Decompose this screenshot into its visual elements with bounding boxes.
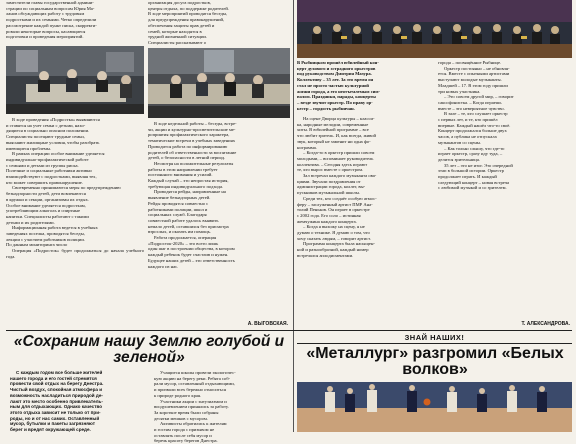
text-line: Концерт продолжался больше двух bbox=[438, 128, 507, 134]
text-line: Особое внимание уделяется подросткам, bbox=[6, 202, 86, 208]
paragraph: Информационная работа ведется в учебных bbox=[12, 225, 98, 231]
eco-body bbox=[154, 370, 290, 444]
text-line: ка, народные мелодии, современные bbox=[297, 121, 369, 127]
text-line: с семьями и детьми из группы риска. bbox=[6, 162, 79, 168]
text-line: часов, а публика не отпускала bbox=[438, 134, 497, 140]
text-line: хиты. В юбилейной программе – все bbox=[297, 127, 369, 133]
text-line: Специалисты посещают трудные семьи, bbox=[6, 134, 85, 140]
paragraph: В ходе проведения «Подростка» выявляются bbox=[12, 117, 100, 122]
intro-line: ровали некоторые вопросы, касающиеся bbox=[6, 28, 86, 34]
text-line: и гостям города с призывом не bbox=[154, 427, 215, 433]
text-line: лают это место особенно привлекатель- bbox=[10, 398, 103, 404]
paragraph: Активисты обратились к жителям bbox=[160, 421, 227, 427]
text-line: и призвали всех бережно относиться bbox=[154, 387, 226, 393]
text-line: Каждый случай – это непростая история, bbox=[148, 178, 229, 184]
text-line: встречался аплодисментами. bbox=[297, 252, 354, 258]
text-line: обеспечения защиты прав детей и bbox=[148, 22, 215, 28]
text-line: саксофонистка. – Когда играешь bbox=[438, 99, 502, 105]
text-line: вместе – это невероятное чувство. bbox=[438, 105, 505, 111]
orchestra-lead bbox=[297, 60, 435, 114]
lead-line: церт духового и эстрадного оркестров bbox=[297, 65, 376, 71]
text-line: пускников музыкальной школы. bbox=[297, 190, 360, 196]
text-line: напитки. Специалисты работают с такими bbox=[6, 213, 89, 219]
text-line: употребляющим алкоголь и спиртные bbox=[6, 208, 81, 214]
section-divider bbox=[6, 330, 572, 331]
text-line: толий Пеньков. Он играет в оркестре bbox=[297, 207, 370, 213]
text-line: ной и разнообразной, каждый номер bbox=[297, 247, 369, 253]
paragraph: На сцене Дворца культуры – класси- bbox=[303, 116, 375, 121]
paragraph: – Когда-то в оркестр пришли совсем bbox=[303, 150, 375, 156]
text-line: совместной работе удалось выявить bbox=[148, 217, 219, 223]
text-line: заведениях поселка, проводятся беседы, bbox=[6, 231, 85, 237]
text-line: жемчужина каждого концерта. bbox=[297, 218, 357, 224]
text-line: возможность насладиться природой де- bbox=[10, 392, 103, 398]
text-line: к природе родного края. bbox=[154, 392, 202, 398]
text-line: и ставятся на учет семьи с детьми, нахо- bbox=[6, 122, 86, 128]
text-line: Специалисты рассказывают о bbox=[148, 39, 207, 45]
kicker-underline bbox=[297, 343, 572, 344]
text-line: Проводится работа по информированию bbox=[148, 143, 228, 149]
text-line: что любит зритель. И, как всегда, живой bbox=[297, 133, 377, 139]
text-line: продолжает играть. И каждый bbox=[438, 174, 497, 180]
lead-line: волом. Праздники, парады, концерты bbox=[297, 94, 376, 100]
text-line: этап в большой истории. Оркестр bbox=[438, 168, 504, 174]
text-line: в кружки и секции, организован их отдых. bbox=[6, 196, 89, 202]
text-line: кто может совершить правонарушение. bbox=[6, 179, 83, 185]
text-line: с любимой музыкой и со зрителем. bbox=[438, 185, 507, 191]
text-line: выясняют жилищные условия, чтобы разобрать bbox=[6, 139, 100, 145]
text-line: детьми и их родителями. bbox=[6, 219, 55, 225]
text-line: роды, но и от нас самих. Оставленный bbox=[10, 415, 100, 421]
text-line: те, кто вырос вместе с оркестром. bbox=[297, 167, 364, 173]
text-line: думаю о технике. Я думаю о том, что bbox=[297, 230, 370, 236]
text-line: социальных служб. Благодаря bbox=[148, 212, 207, 218]
text-line: музыкантов со сцены. bbox=[438, 139, 482, 145]
column-divider bbox=[293, 331, 294, 432]
paragraph: Оркестр постоянно – не обновля- bbox=[444, 65, 510, 71]
text-line: требующая индивидуального подхода. bbox=[148, 183, 224, 189]
paragraph: Участники акции с энтузиазмом и bbox=[160, 398, 227, 404]
text-line: чи, акции и культурно-просветительские ме- bbox=[148, 126, 236, 132]
text-line: следующий концерт – новая встреча bbox=[438, 179, 510, 185]
eco-lead bbox=[10, 370, 148, 432]
text-line: выступают молодые музыканты. bbox=[438, 77, 502, 83]
text-line: дящиеся в социально опасном положении. bbox=[6, 128, 90, 134]
text-line: десятки мешков с мусором. bbox=[154, 415, 208, 421]
text-line: За короткое время были собраны bbox=[154, 409, 219, 415]
text-line: Чистый воздух, спокойная атмосфера и bbox=[10, 387, 103, 393]
paragraph: Среди тех, кто создаёт особую атмос- bbox=[303, 195, 377, 201]
text-line: взаимодействуют с подростками, выявляя тех, bbox=[6, 174, 97, 180]
text-line: центры отдыха, по поддержке родителей. bbox=[148, 5, 229, 11]
text-line: берег и вредят окружающей среде. bbox=[10, 427, 91, 433]
intro-line: страции по социальным вопросам Юрия Ма- bbox=[6, 5, 95, 11]
paragraph: В рамках операции особое внимание уделяется bbox=[12, 151, 105, 157]
text-line: индивидуально-профилактической работе bbox=[6, 156, 89, 162]
text-line: нашего города и его гостей стремятся bbox=[10, 375, 97, 381]
text-line: тематические встречи в учебных заведениях bbox=[148, 138, 236, 144]
basketball-photo bbox=[297, 382, 572, 432]
paragraph: Программа концерта была насыщен- bbox=[303, 241, 375, 247]
text-line: феру – заслуженный артист ПМР Ана- bbox=[297, 201, 373, 207]
text-line: молодыми, – вспоминает руководитель bbox=[297, 155, 374, 161]
text-line: Будущее наших детей – это ответственность bbox=[148, 257, 235, 263]
orchestra-body bbox=[297, 116, 435, 328]
meeting-photo-2 bbox=[148, 48, 290, 118]
paragraph: Своевременно принимаются меры по предупреждению bbox=[12, 185, 121, 191]
text-line: родителей об ответственности за воспитание bbox=[148, 149, 237, 155]
text-line: немало детей, оставшихся без присмотра bbox=[148, 223, 229, 229]
text-line: каждого из нас. bbox=[148, 263, 179, 269]
paragraph: Зал встречал каждого музыканта ова- bbox=[303, 173, 377, 179]
paragraph: – Это совсем другой мир, – говорит bbox=[444, 94, 514, 100]
column-divider bbox=[293, 0, 294, 330]
eco-headline: «Сохраним нашу Землю голубой и зеленой» bbox=[13, 333, 285, 366]
lead-line: кестр – гордость рыбничан. bbox=[297, 105, 355, 111]
text-line: Рейды проводятся совместно с bbox=[148, 200, 209, 206]
text-line: работниками полиции, школ и bbox=[148, 206, 208, 212]
text-line: лекции с участием работников полиции. bbox=[6, 236, 85, 242]
text-line: города – посвящённое Рыбнице. bbox=[438, 60, 502, 65]
text-line: администрации города, коллег, вы- bbox=[297, 184, 366, 190]
orchestra-far-column bbox=[438, 60, 572, 270]
intro-line: заместители главы государственной админи- bbox=[6, 0, 94, 5]
text-line: трудной жизненной ситуации. bbox=[148, 34, 208, 40]
text-line: роприятия профилактического характера, bbox=[148, 132, 230, 138]
text-line: делится зрительница. bbox=[438, 156, 481, 162]
section-kicker: ЗНАЙ НАШИХ! bbox=[404, 333, 465, 342]
text-line: играет оркестр, сразу иду туда, – bbox=[438, 151, 503, 157]
lead-line: – везде звучит оркестр. По праву ор- bbox=[297, 99, 373, 105]
text-line: с первых лет, и те, кто пришёл bbox=[438, 117, 498, 123]
text-line: детей, о безопасности в летний период. bbox=[148, 155, 226, 161]
intro-line: подготовки и проведения мероприятий. bbox=[6, 34, 84, 40]
text-line: работы в этом направлении требует bbox=[148, 166, 218, 172]
text-line: постоянного внимания и усилий. bbox=[148, 172, 213, 178]
text-line: Младшей – 17. В этом году пришли bbox=[438, 82, 508, 88]
text-line: каждый ребенок будет счастлив и нужен. bbox=[148, 252, 229, 258]
article-signature: Т. АЛЕКСАНДРОВА. bbox=[521, 321, 570, 327]
article-signature: А. ВЫГОВСКАЯ. bbox=[247, 321, 288, 327]
paragraph: Операция «Подросток» будет продолжаться до начала учебного года. bbox=[6, 248, 144, 259]
lead-line: жизни города, а его неотъемлемым сим- bbox=[297, 88, 381, 94]
text-line: В ходе мероприятий проводятся беседы, bbox=[148, 11, 228, 17]
text-line: оставлять после себя мусор и bbox=[154, 432, 212, 438]
lead-line: Коллективу – 35 лет. За это время он bbox=[297, 77, 374, 83]
paragraph: Несмотря на положительные результаты bbox=[154, 160, 234, 166]
lead-line: под руководством Дмитрия Мазура. bbox=[297, 71, 372, 77]
text-line: коллектива. – Сегодня здесь играют bbox=[297, 161, 368, 167]
intro-line: ланов обсуждающих работу с трудовым bbox=[6, 11, 85, 17]
text-line: кую акцию на берегу реки. Ребята соб- bbox=[154, 375, 231, 381]
text-line: мусор, бутылки и пакеты загрязняют bbox=[10, 421, 95, 427]
text-line: рали мусор, оставленный отдыхающими, bbox=[154, 381, 235, 387]
text-line: выявление безнадзорных детей. bbox=[148, 195, 211, 201]
lead-line: стал не просто частью культурной bbox=[297, 82, 369, 88]
mid-left-intro bbox=[148, 0, 290, 46]
text-line: взрослых, и оказать им помощь. bbox=[148, 229, 211, 235]
text-line: нограмма. bbox=[297, 144, 317, 150]
text-line: беречь красоту берегов Днестра. bbox=[154, 438, 218, 444]
text-line: воодушевлением принялись за работу. bbox=[154, 404, 229, 410]
text-line: имеющиеся проблемы. bbox=[6, 145, 52, 151]
text-line: для предупреждения правонарушений, bbox=[148, 17, 225, 23]
paragraph: 35 лет – это не итог. Это очередной bbox=[444, 162, 513, 168]
paragraph: Проводятся рейды, направленные на bbox=[154, 189, 226, 195]
sports-headline: «Металлург» разгромил «Белых волков» bbox=[306, 345, 564, 378]
mid-left-body bbox=[148, 121, 290, 319]
text-line: Полезные и социальные работники активно bbox=[6, 168, 92, 174]
paragraph: В ходе недельной работы – беседы, встре- bbox=[154, 121, 237, 126]
paragraph: В зале – те, кто слушает оркестр bbox=[444, 111, 508, 117]
orchestra-photo bbox=[297, 0, 572, 58]
top-left-intro bbox=[6, 0, 144, 44]
text-line: три новых участника. bbox=[438, 88, 481, 94]
text-line: провести свой отдых на берегу Днестра. bbox=[10, 381, 104, 387]
text-line: один шаг в построении общества, в котором bbox=[148, 246, 235, 252]
text-line: безнадзорности детей, дети вовлекаются bbox=[6, 191, 86, 197]
intro-line: рассмотрение каждой пункт писка, скорректи- bbox=[6, 22, 97, 28]
text-line: ется. Вместе с опытными артистами bbox=[438, 71, 510, 77]
text-line: хочу сказать людям, – говорит артист. bbox=[297, 235, 371, 241]
text-line: с 2002 года. Его соло – истинная bbox=[297, 212, 361, 218]
text-line: «Подросток-2020» – это всего лишь bbox=[148, 240, 219, 246]
text-line: звук, который не заменит ни одна фо- bbox=[297, 138, 371, 144]
text-line: впервые. Каждый нашёл что-то своё. bbox=[438, 122, 511, 128]
text-line: циями. Звучали поздравления от bbox=[297, 178, 361, 184]
paragraph: – Как только слышу, что где-то bbox=[444, 145, 505, 151]
meeting-photo-1 bbox=[6, 46, 144, 114]
paragraph: Учащиеся школы провели экологичес- bbox=[160, 370, 236, 375]
text-line: этого отдыха зависит не только от при- bbox=[10, 409, 101, 415]
lead-line: В Рыбницком прошёл юбилейный кон- bbox=[297, 60, 379, 65]
paragraph: Работа продолжается, операция bbox=[154, 235, 217, 241]
paragraph: С каждым годом все больше жителей bbox=[16, 370, 103, 375]
text-line: ным для отдыхающих. Однако качество bbox=[10, 404, 103, 410]
top-left-body bbox=[6, 117, 144, 327]
text-line: По данным мониторинга число bbox=[6, 242, 68, 248]
intro-line: подростками и их семьями. Четко определили bbox=[6, 17, 97, 23]
text-line: организация досуга подростков, bbox=[148, 0, 211, 5]
paragraph: – Когда я выхожу на сцену, я не bbox=[303, 224, 365, 230]
text-line: семей, которые находятся в bbox=[148, 28, 202, 34]
